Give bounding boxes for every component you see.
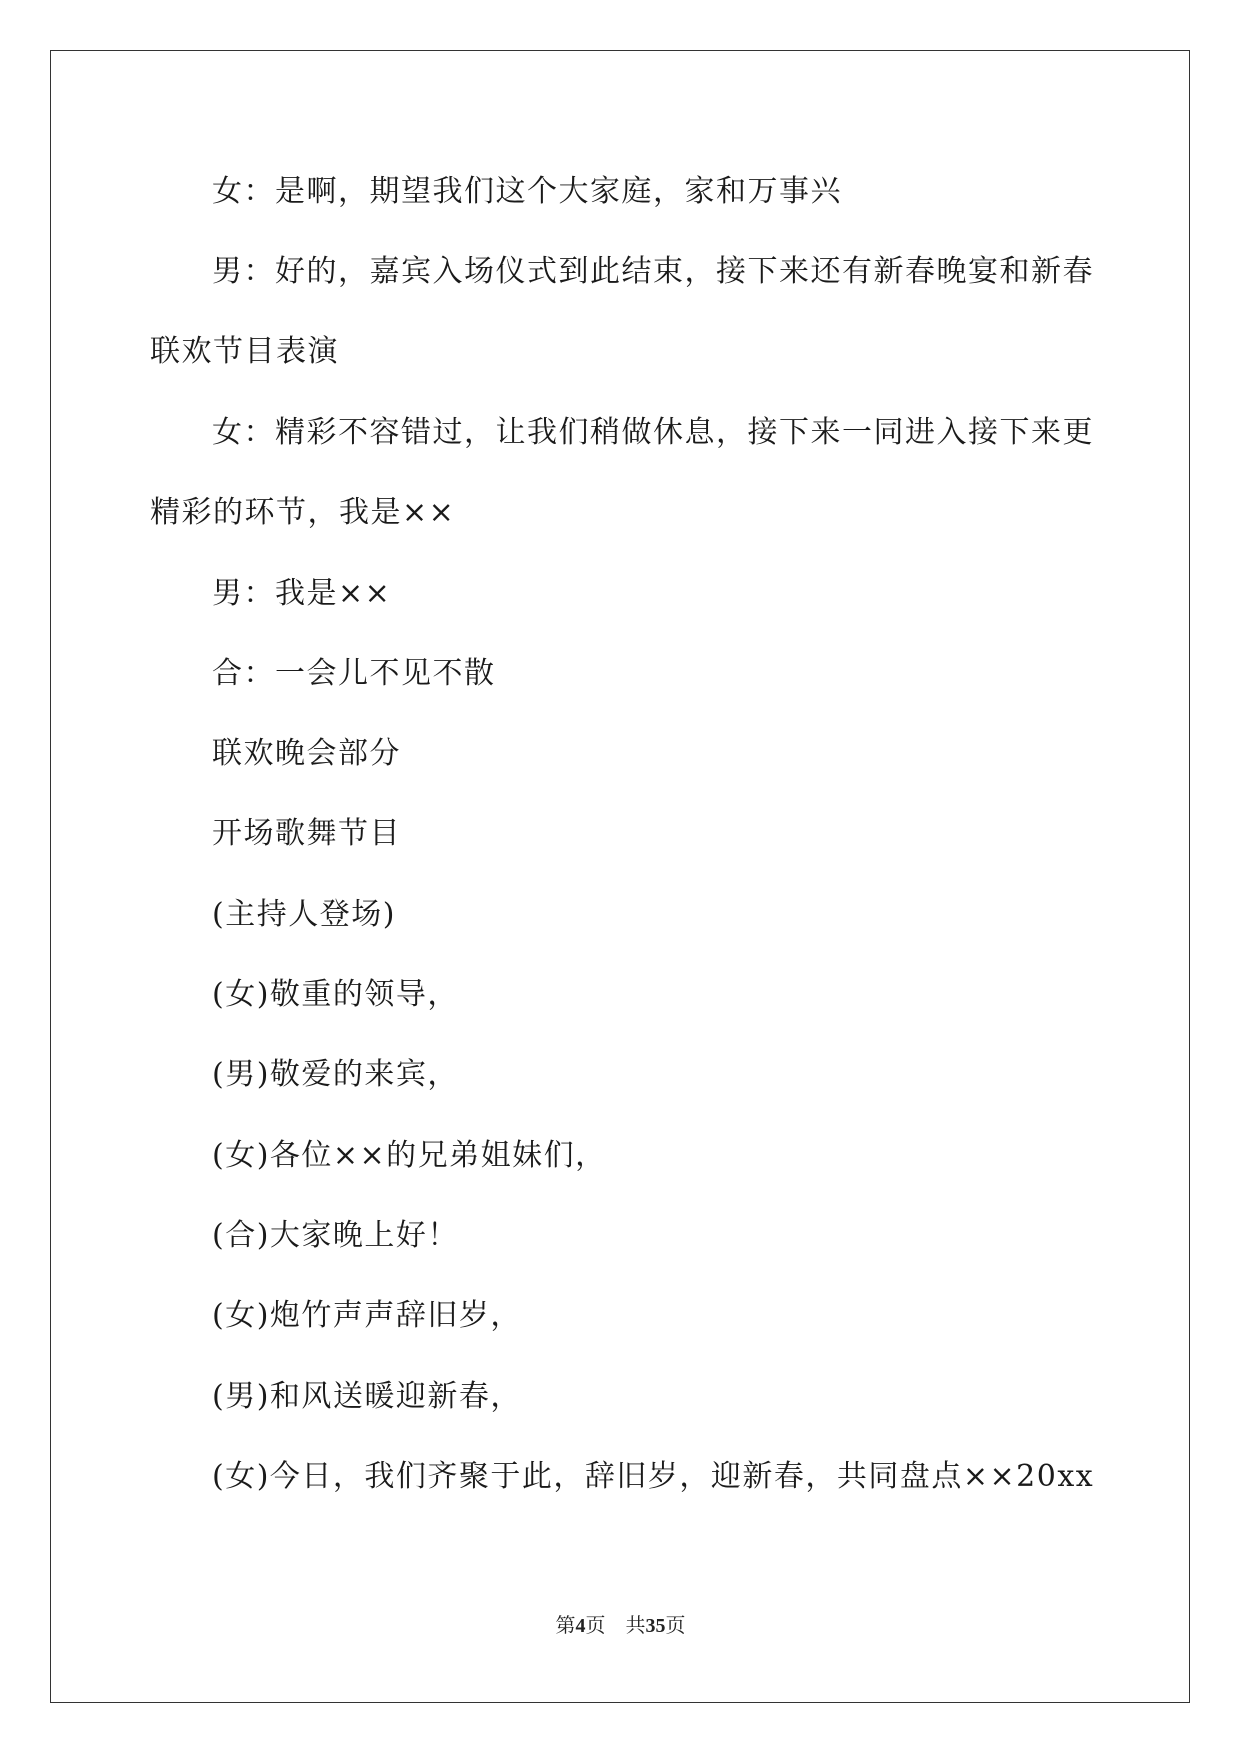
- paragraph-line: 联欢晚会部分: [212, 736, 401, 771]
- paragraph-line: (女)敬重的领导，: [212, 977, 459, 1012]
- page-border: [50, 50, 1190, 1703]
- paragraph-line: 女：精彩不容错过，让我们稍做休息，接下来一同进入接下来更: [212, 415, 1094, 450]
- paragraph-line: 开场歌舞节目: [212, 816, 401, 851]
- paragraph-line: (合)大家晚上好！: [212, 1218, 459, 1253]
- paragraph-line: 女：是啊，期望我们这个大家庭，家和万事兴: [212, 174, 842, 209]
- paragraph-line: 联欢节目表演: [150, 334, 339, 369]
- paragraph-line: (主持人登场): [212, 897, 396, 932]
- footer-middle: 页 共: [585, 1615, 646, 1637]
- paragraph-line: 男：好的，嘉宾入场仪式到此结束，接下来还有新春晚宴和新春: [212, 254, 1094, 289]
- paragraph-line: (女)炮竹声声辞旧岁，: [212, 1298, 522, 1333]
- paragraph-line: (男)和风送暖迎新春，: [212, 1379, 522, 1414]
- paragraph-line: (男)敬爱的来宾，: [212, 1057, 459, 1092]
- paragraph-line: 合：一会儿不见不散: [212, 656, 496, 691]
- footer-prefix: 第: [555, 1615, 576, 1637]
- paragraph-line: 男：我是××: [212, 576, 392, 611]
- page-footer: [0, 1614, 1241, 1638]
- paragraph-line: (女)今日，我们齐聚于此，辞旧岁，迎新春，共同盘点××20xx: [212, 1459, 1095, 1494]
- footer-page-number: 4: [575, 1615, 586, 1637]
- footer-suffix: 页: [665, 1615, 686, 1637]
- paragraph-line: 精彩的环节，我是××: [150, 495, 456, 530]
- paragraph-line: (女)各位××的兄弟姐妹们，: [212, 1138, 607, 1173]
- footer-total-pages: 35: [645, 1615, 666, 1637]
